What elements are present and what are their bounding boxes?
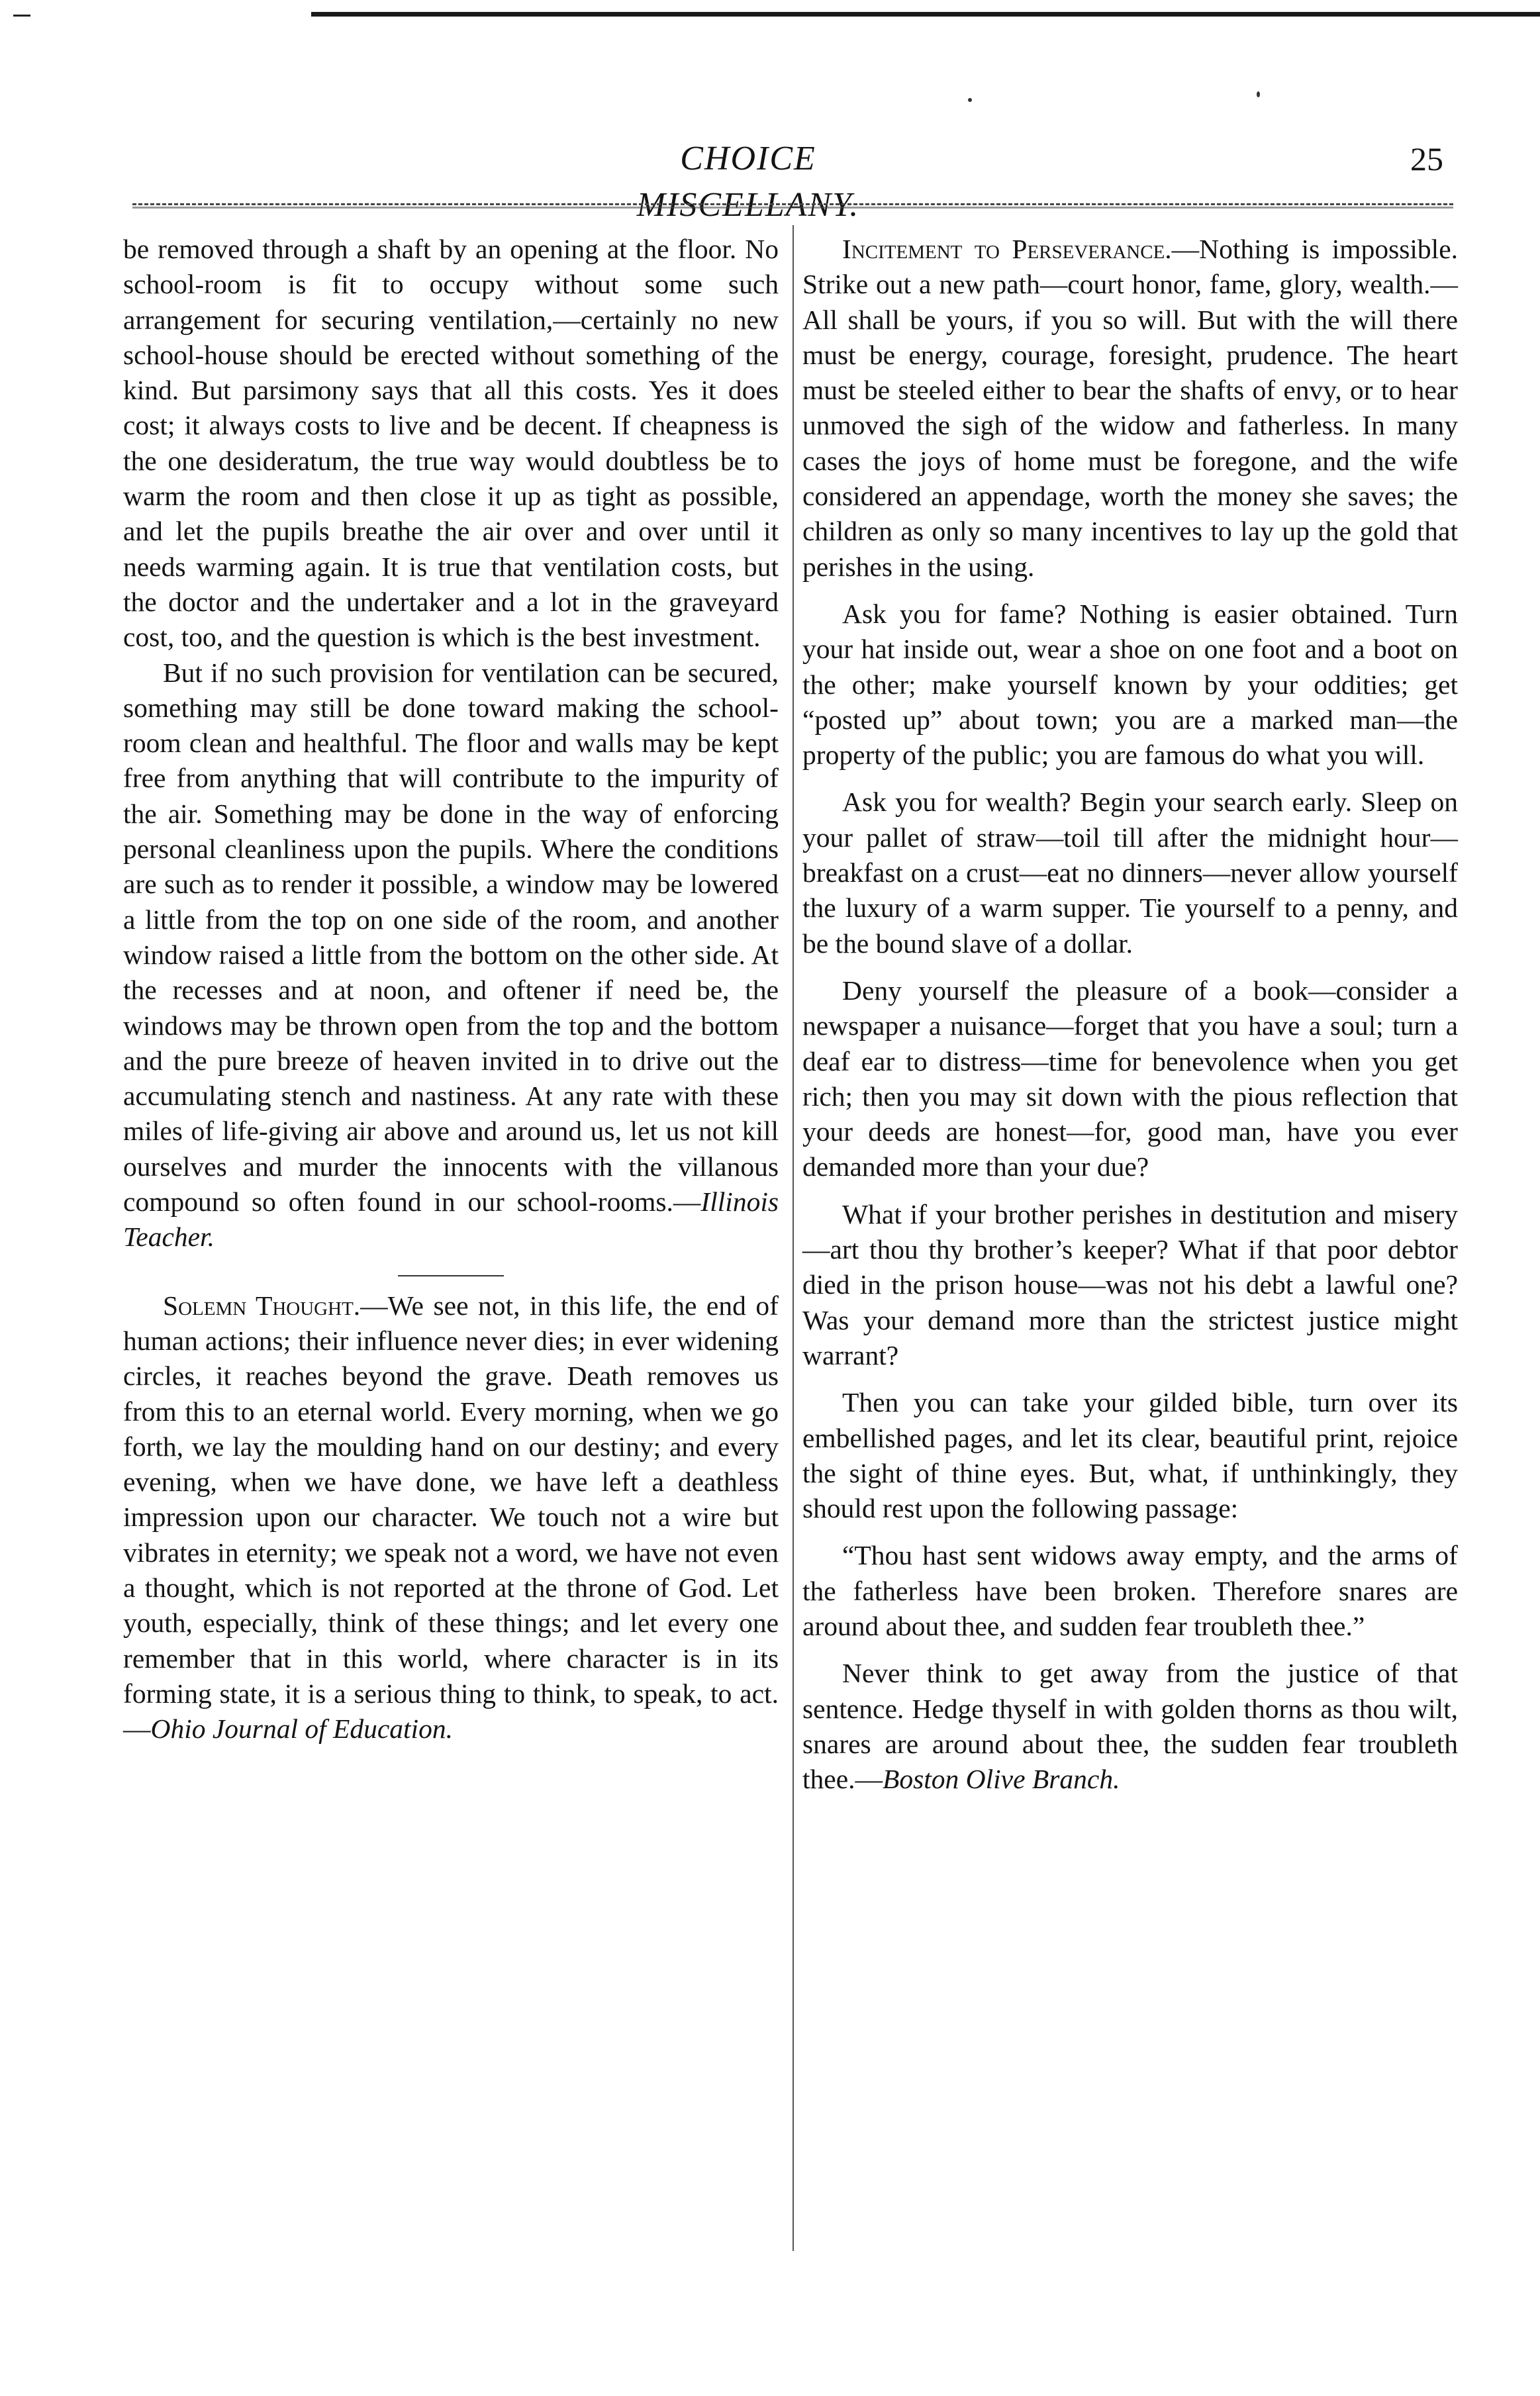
paragraph-text: —Nothing is impossible. Strike out a new path—court honor, fame, glory, wealth.—All shall be yours, if you so will. But with the will there must be energy, courage, foresight, prudence. The heart must be steeled either to bear the shafts of envy, or to hear unmoved the sigh of the widow and fatherless. In many cases the joys of home must be foregone, and the wife considered an appendage, worth the money she saves; the children as only so many incentives to lay up the gold that perishes in the using. xyxy=(802,234,1458,582)
paragraph-text: —We see not, in this life, the end of human actions; their influence never dies; in ever widening circles, it reaches beyond the grave. Death removes us from this to an eternal world. Every morning, when we go forth, we lay the moulding hand on our destiny; and every evening, when we have done, we have left a deathless impression upon our character. We touch not a wire but vibrates in eternity; we speak not a word, we have not even a thought, which is not reported at the throne of God. Let youth, especially, think of these things; and let every one remember that in this world, where character is in its forming state, it is a serious thing to think, to speak, to act.— xyxy=(123,1290,779,1745)
paragraph-text: Deny yourself the pleasure of a book—consider a newspaper a nuisance—forget that you have a soul; turn a deaf ear to distress—time for benevolence when you get rich; then you may sit down with the pious reflection that your deeds are honest—for, good man, have you ever demanded more than your due? xyxy=(802,975,1458,1182)
paragraph-text: What if your brother perishes in destitution and misery—art thou thy brother’s keeper? What if that poor debtor died in the prison house—was not his debt a lawful one? Was your demand more than the strictest justice might warrant? xyxy=(802,1198,1458,1370)
source-attribution: Ohio Journal of Education. xyxy=(150,1713,453,1745)
print-speck xyxy=(1257,91,1260,97)
running-title: CHOICE MISCELLANY. xyxy=(636,140,860,224)
paragraph-text: be removed through a shaft by an opening at the floor. No school-room is fit to occupy without some such arrangement for securing ventilation,—certainly no new school-house should be erected without something of the kind. But parsimony says that all this costs. Yes it does cost; it always costs to live and be decent. If cheapness is the one desideratum, the true way would doubtless be to warm the room and then close it up as tight as possible, and let the pupils breathe the air over and over until it needs warming again. It is true that ventilation costs, but the doctor and the undertaker and a lot in the graveyard cost, too, and the question is which is the best investment. xyxy=(123,234,779,653)
left-column xyxy=(123,232,779,1747)
paragraph xyxy=(802,597,1458,773)
running-header xyxy=(0,136,1540,224)
right-column xyxy=(802,232,1458,1797)
top-margin-mark xyxy=(13,15,30,17)
paragraph-text: Ask you for fame? Nothing is easier obtained. Turn your hat inside out, wear a shoe on one foot and a boot on the other; make yourself known by your oddities; get “posted up” about town; you are a marked man—the property of the public; you are famous do what you will. xyxy=(802,598,1458,771)
paragraph-text: “Thou hast sent widows away empty, and the arms of the fatherless have been broken. Therefore snares are around about thee, and sudden fear troubleth thee.” xyxy=(802,1540,1458,1641)
column-divider xyxy=(793,225,794,2251)
article-heading: Incitement to Perseverance. xyxy=(842,234,1172,264)
quotation xyxy=(802,1538,1458,1644)
source-attribution: Boston Olive Branch. xyxy=(883,1764,1120,1795)
paragraph-text: Ask you for wealth? Begin your search early. Sleep on your pallet of straw—toil till after the midnight hour—breakfast on a crust—eat no dinners—never allow yourself the luxury of a warm supper. Tie yourself to a penny, and be the bound slave of a dollar. xyxy=(802,787,1458,959)
source-attribution: Illinois Teacher. xyxy=(123,1186,779,1253)
header-rule-shadow xyxy=(132,207,1453,209)
paragraph xyxy=(802,973,1458,1185)
paragraph xyxy=(802,232,1458,585)
paragraph xyxy=(802,1385,1458,1526)
top-border-rule xyxy=(311,12,1540,17)
section-divider xyxy=(398,1275,504,1276)
paragraph-text: Then you can take your gilded bible, turn over its embellished pages, and let its clear, beautiful print, rejoice the sight of thine eyes. But, what, if unthinkingly, they should rest upon the following passage: xyxy=(802,1387,1458,1524)
paragraph-text: Never think to get away from the justice of that sentence. Hedge thyself in with golden thorns as thou wilt, snares are around about thee, the sudden fear troubleth thee.— xyxy=(802,1658,1458,1795)
article-heading: Solemn Thought. xyxy=(163,1290,361,1321)
paragraph xyxy=(802,1197,1458,1373)
paragraph-text: But if no such provision for ventilation can be secured, something may still be done toward making the school-room clean and healthful. The floor and walls may be kept free from anything that will contribute to the impurity of the air. Something may be done in the way of enforcing personal cleanliness upon the pupils. Where the conditions are such as to render it possible, a window may be lowered a little from the top on one side of the room, and another window raised a little from the bottom on the other side. At the recesses and at noon, and oftener if need be, the windows may be thrown open from the top and the bottom and the pure breeze of heaven invited in to drive out the accumulating stench and nastiness. At any rate with these miles of life-giving air above and around us, let us not kill ourselves and murder the innocents with the villanous compound so often found in our school-rooms.— xyxy=(123,657,779,1218)
header-rule xyxy=(132,203,1453,205)
paragraph xyxy=(123,232,779,655)
paragraph xyxy=(123,1288,779,1747)
page-number: 25 xyxy=(1410,140,1443,177)
paragraph xyxy=(802,1656,1458,1797)
print-speck xyxy=(968,98,972,102)
paragraph xyxy=(123,655,779,1255)
paragraph xyxy=(802,785,1458,961)
